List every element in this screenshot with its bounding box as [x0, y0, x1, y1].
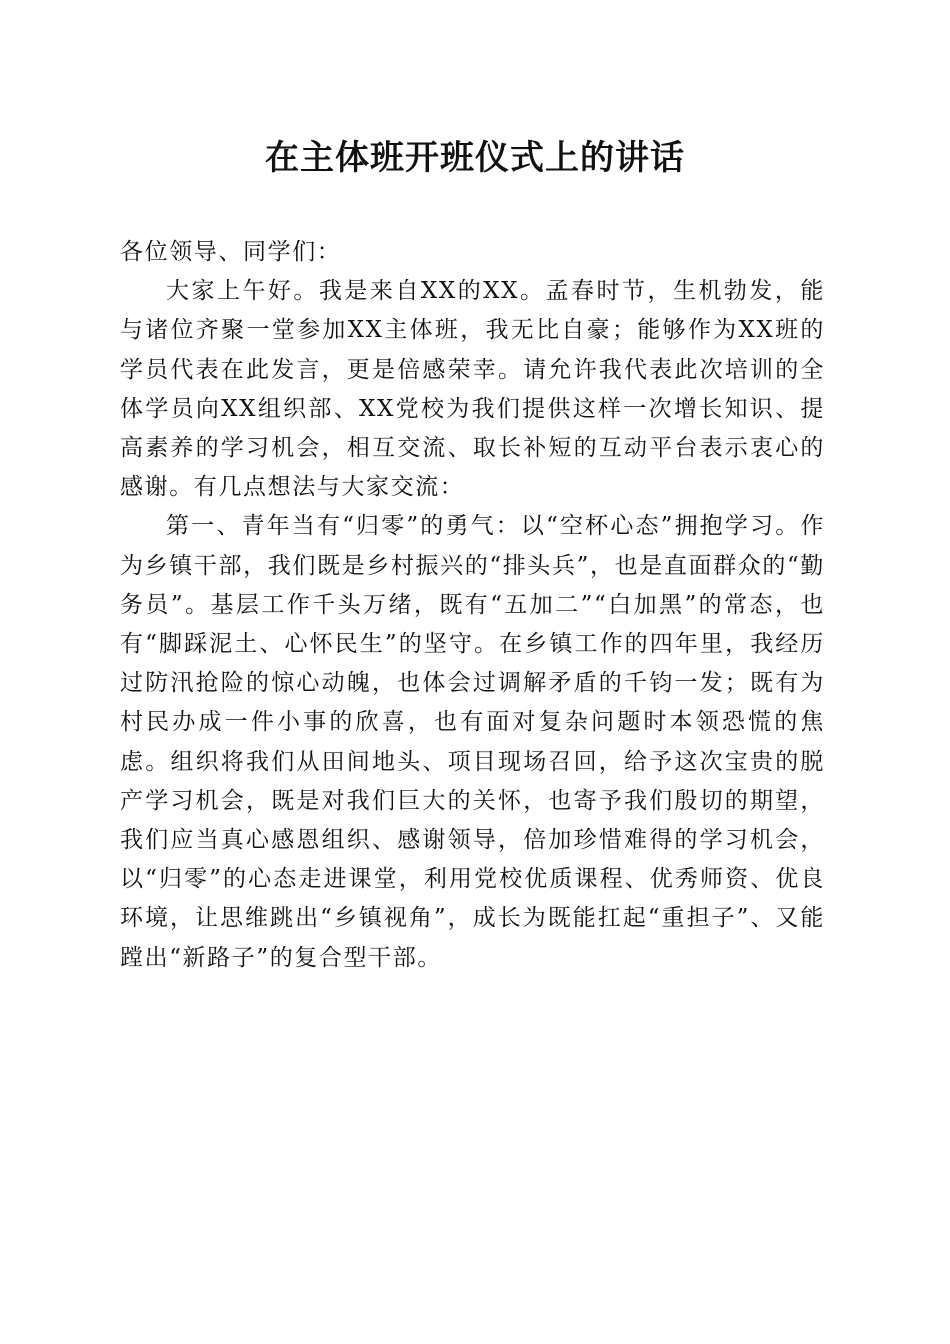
paragraph-greeting: 大家上午好。我是来自XX的XX。孟春时节，生机勃发，能与诸位齐聚一堂参加XX主体班，我无比自豪；能够作为XX班的学员代表在此发言，更是倍感荣幸。请允许我代表此次培训的全体学员向XX组织部、XX党校为我们提供这样一次增长知识、提高素养的学习机会，相互交流、取长补短的互动平台表示衷心的感谢。有几点想法与大家交流：	[120, 278, 825, 501]
paragraph-point-one: 第一、青年当有“归零”的勇气：以“空杯心态”拥抱学习。作为乡镇干部，我们既是乡村振兴的“排头兵”，也是直面群众的“勤务员”。基层工作千头万绪，既有“五加二”“白加黑”的常态，也有“脚踩泥土、心怀民生”的坚守。在乡镇工作的四年里，我经历过防汛抢险的惊心动魄，也体会过调解矛盾的千钧一发；既有为村民办成一件小事的欣喜，也有面对复杂问题时本领恐慌的焦虑。组织将我们从田间地头、项目现场召回，给予这次宝贵的脱产学习机会，既是对我们巨大的关怀，也寄予我们殷切的期望，我们应当真心感恩组织、感谢领导，倍加珍惜难得的学习机会，以“归零”的心态走进课堂，利用党校优质课程、优秀师资、优良环境，让思维跳出“乡镇视角”，成长为既能扛起“重担子”、又能蹚出“新路子”的复合型干部。	[120, 513, 825, 971]
document-body	[120, 233, 825, 978]
document-title: 在主体班开班仪式上的讲话	[265, 138, 685, 178]
salutation: 各位领导、同学们：	[120, 239, 342, 265]
